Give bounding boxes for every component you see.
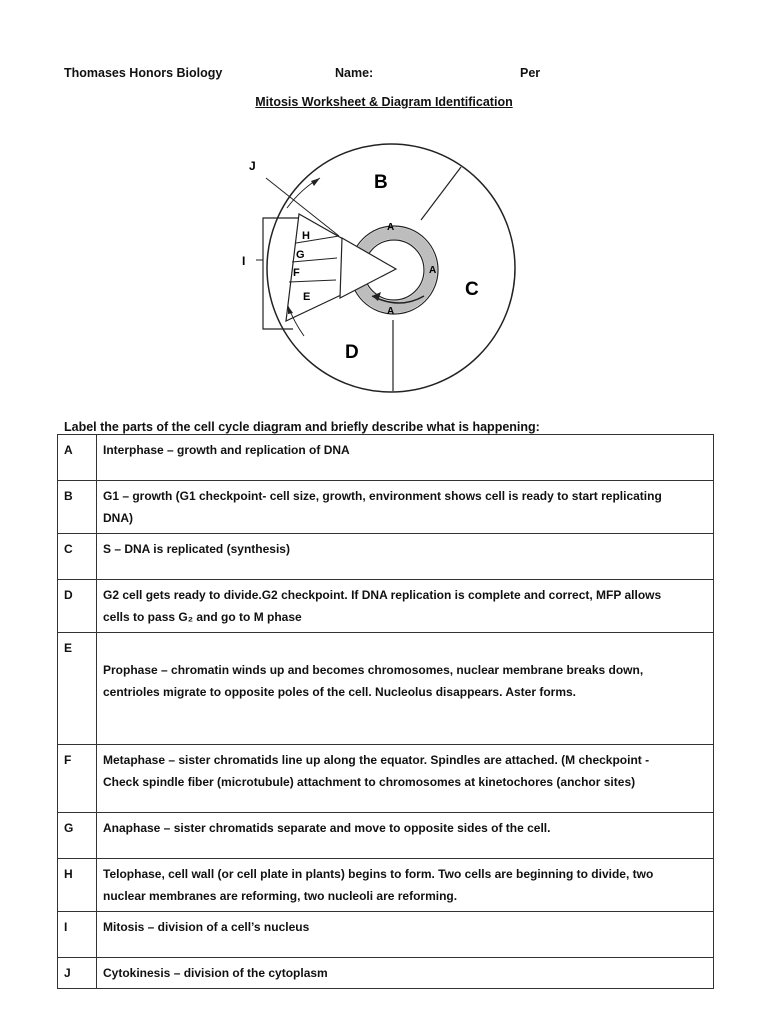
instructions: Label the parts of the cell cycle diagram and briefly describe what is happening: [64,420,540,434]
description-line: Anaphase – sister chromatids separate and move to opposite sides of the cell. [103,821,551,835]
row-letter: F [58,745,97,813]
name-label: Name: [335,66,374,80]
row-description [97,745,714,813]
description-line: G2 cell gets ready to divide.G2 checkpoint. If DNA replication is complete and correct, MFP allows [103,588,662,602]
label-d: D [345,342,359,363]
label-i: I [242,254,246,268]
label-c: C [465,279,479,300]
description-line: Prophase – chromatin winds up and becomes chromosomes, nuclear membrane breaks down, [103,663,644,677]
row-letter: H [58,859,97,912]
row-description [97,633,714,745]
table-row [58,813,714,859]
description-line: Cytokinesis – division of the cytoplasm [103,966,328,980]
label-f: F [293,267,300,279]
row-letter: G [58,813,97,859]
description-line: Metaphase – sister chromatids line up along the equator. Spindles are attached. (M checkpoint - [103,753,650,767]
description-line: Mitosis – division of a cell’s nucleus [103,920,310,934]
table-row [58,534,714,580]
row-letter: I [58,912,97,958]
cell-cycle-diagram [220,140,520,400]
label-a-top: A [387,222,395,233]
description-line: centrioles migrate to opposite poles of the cell. Nucleolus disappears. Aster forms. [103,685,577,699]
description-line: Check spindle fiber (microtubule) attachment to chromosomes at kinetochores (anchor sites) [103,775,636,789]
description-line: S – DNA is replicated (synthesis) [103,542,290,556]
table-row [58,859,714,912]
row-letter: D [58,580,97,633]
worksheet-title: Mitosis Worksheet & Diagram Identification [255,95,513,109]
label-b: B [374,172,388,193]
label-a-bottom: A [387,306,395,317]
table-row [58,435,714,481]
row-letter: E [58,633,97,745]
table-row [58,912,714,958]
row-description [97,958,714,989]
description-line: Interphase – growth and replication of DNA [103,443,350,457]
description-line [103,637,707,659]
period-label: Per [520,66,541,80]
row-letter: B [58,481,97,534]
row-description [97,580,714,633]
row-description [97,435,714,481]
course-title: Thomases Honors Biology [64,66,223,80]
row-letter: C [58,534,97,580]
label-g: G [296,249,305,261]
label-j: J [249,159,256,173]
row-description [97,813,714,859]
description-line: G1 – growth (G1 checkpoint- cell size, growth, environment shows cell is ready to start replicating [103,489,662,503]
label-e: E [303,291,311,303]
description-line: Telophase, cell wall (or cell plate in plants) begins to form. Two cells are beginning to divide, two [103,867,654,881]
description-line: DNA) [103,511,133,525]
table-row [58,958,714,989]
table-row [58,633,714,745]
table-row [58,745,714,813]
row-description [97,534,714,580]
answer-table [57,434,714,989]
row-description [97,481,714,534]
row-description [97,859,714,912]
description-line: cells to pass G₂ and go to M phase [103,610,302,624]
row-description [97,912,714,958]
table-row [58,481,714,534]
table-row [58,580,714,633]
label-h: H [302,230,310,242]
label-a-right: A [429,265,437,276]
description-line: nuclear membranes are reforming, two nucleoli are reforming. [103,889,458,903]
row-letter: J [58,958,97,989]
row-letter: A [58,435,97,481]
